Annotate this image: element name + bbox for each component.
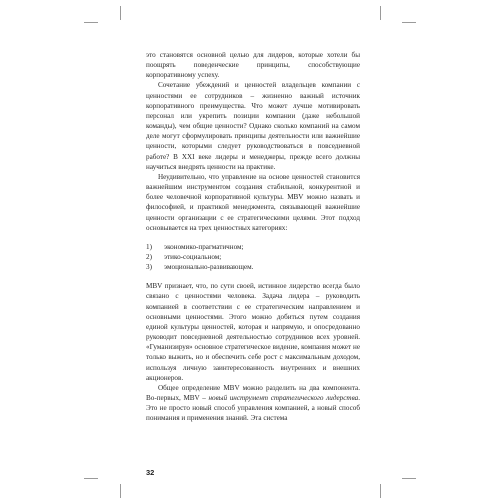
spacer [146,233,360,242]
crop-mark-top-right-v [380,6,381,20]
paragraph-5-start: Общее определение MBV можно разделить на два компонента. Во-первых, MBV – [146,383,360,402]
list-item-text: этико-социальном; [164,252,222,261]
paragraph-5 [146,383,360,424]
page-number: 32 [146,468,155,477]
crop-mark-bottom-left-h [84,478,98,479]
crop-mark-top-right-h [402,22,416,23]
list-item [146,262,360,272]
paragraph-3: Неудивительно, что управление на основе ценностей становится важнейшим инструментом создания стабильной, конкурентной и более человечной корпоративной культуры. MBV можно назвать и философией, и практикой менеджмента, связывающей важнейшие ценности организации с ее стратегическими целями. Этот подход основывается на трех ценностных категориях: [146,172,360,232]
list-item [146,242,360,252]
list-item-text: экономико-прагматичном; [164,242,244,251]
paragraph-5-end: . Это не просто новый способ управления компанией, а новый способ понимания и применения знаний. Эта система [146,394,360,423]
paragraph-1: это становятся основной целью для лидеров, которые хотели бы поощрять поведенческие принципы, способствующие корпоративному успеху. [146,51,360,80]
spacer [146,272,360,281]
list-item-number: 2) [146,252,152,261]
list-item-number: 1) [146,242,152,251]
paragraph-2: Сочетание убеждений и ценностей владельцев компании с ценностями ее сотрудников – жизненно важный источник корпоративного преимущества. Что может лучше мотивировать персонал или укрепить позиции компании (даже небольшой команды), чем общие ценности? Однако сколько компаний на самом деле могут сформулировать принципы деятельности или важнейшие ценности, которыми следует руководствоваться в повседневной работе? В XXI веке лидеры и менеджеры, прежде всего должны научиться внедрять ценности на практике. [146,81,360,171]
crop-mark-bottom-right-h [402,478,416,479]
book-page-text [146,50,360,423]
list-item [146,252,360,262]
list-item-number: 3) [146,263,152,272]
paragraph-5-italic: новый инструмент стратегического лидерства [208,394,359,402]
list-item-text: эмоционально-развивающем. [164,263,254,272]
crop-mark-bottom-left-v [120,484,121,498]
crop-mark-bottom-right-v [380,484,381,498]
crop-mark-top-left-h [84,22,98,23]
paragraph-4: MBV признает, что, по сути своей, истинное лидерство всегда было связано с ценностями человека. Задача лидера – руководить компанией в соответствии с ее стратегическим направлением и основными ценностями. Этого можно добиться путем создания единой культуры ценностей, которая и напрямую, и опосредованно руководит повседневной деятельностью сотрудников всех уровней. «Гуманизируя» основное стратегическое видение, компания может не только выжить, но и обеспечить себе рост с максимальным доходом, используя личную заинтересованность внутренних и внешних акционеров. [146,282,360,382]
crop-mark-top-left-v [120,6,121,20]
value-categories-list [146,242,360,272]
